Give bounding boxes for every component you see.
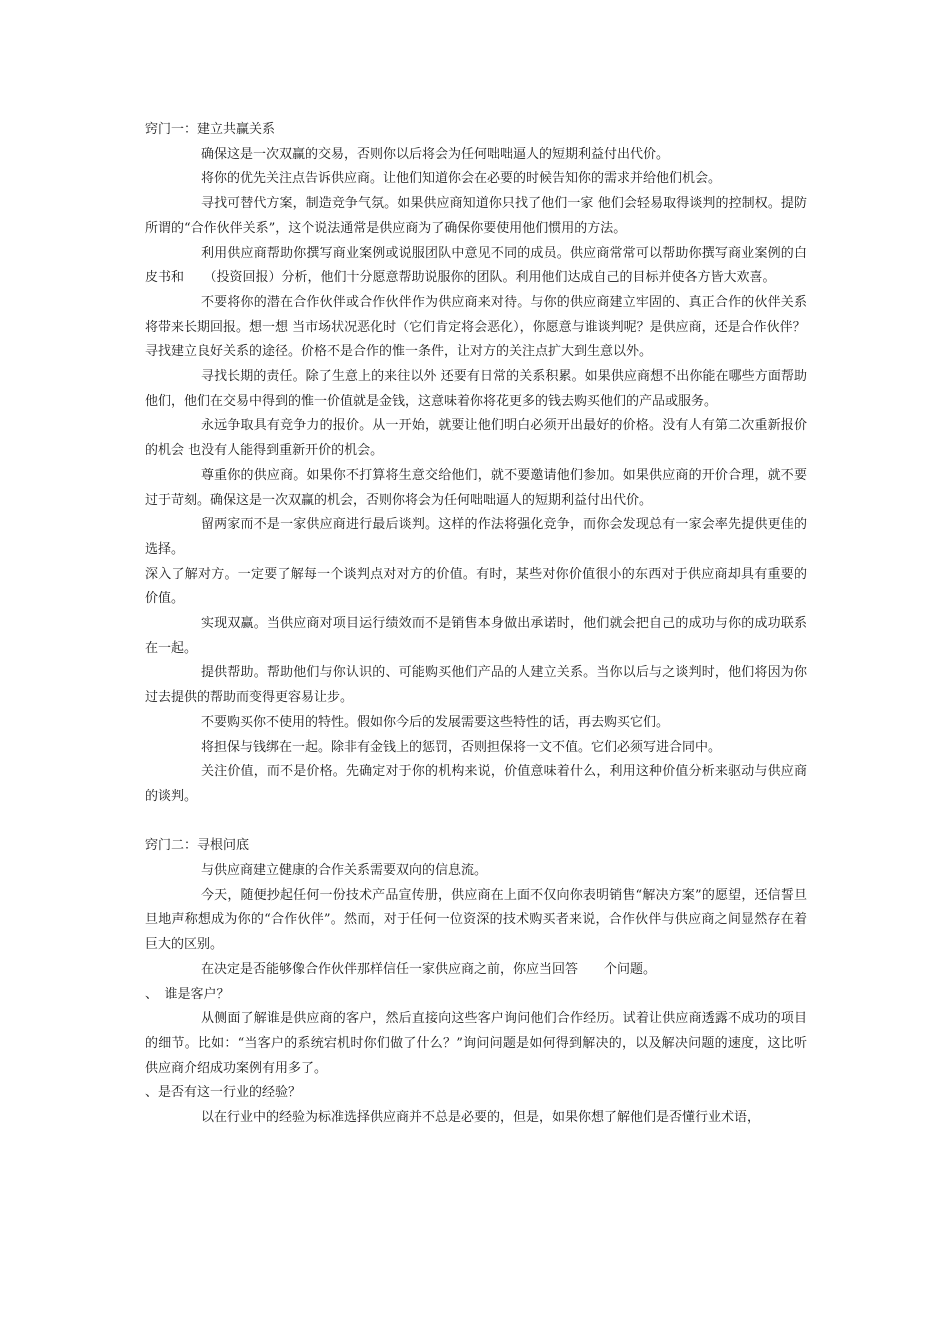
paragraph: 以在行业中的经验为标准选择供应商并不总是必要的，但是，如果你想了解他们是否懂行业术语， [201,1110,761,1126]
paragraph: 永远争取具有竞争力的报价。从一开始，就要让他们明白必须开出最好的价格。没有人有第二次重新报价的机会 也没有人能得到重新开价的机会。 [145,418,807,459]
paragraph: 提供帮助。帮助他们与你认识的、可能购买他们产品的人建立关系。当你以后与之谈判时，他们将因为你过去提供的帮助而变得更容易让步。 [145,665,807,706]
paragraph: 寻找建立良好关系的途径。价格不是合作的惟一条件，让对方的关注点扩大到生意以外。 [145,344,653,360]
paragraph: 确保这是一次双赢的交易，否则你以后将会为任何咄咄逼人的短期利益付出代价。 [201,146,670,162]
paragraph: 从侧面了解谁是供应商的客户，然后直接向这些客户询问他们合作经历。试着让供应商透露不成功的项目的细节。比如：“当客户的系统宕机时你们做了什么？”询问问题是如何得到解决的，以及解决问题的速度，这比听供应商介绍成功案例有用多了。 [145,1011,807,1076]
section2-heading: 窍门二：寻根问底 [145,838,250,854]
paragraph: 今天，随便抄起任何一份技术产品宣传册，供应商在上面不仅向你表明销售“解决方案”的愿望，还信誓旦旦地声称想成为你的“合作伙伴”。然而，对于任何一位资深的技术购买者来说，合作伙伴与供应商之间显然存在着巨大的区别。 [145,887,807,953]
question-item-2: 、是否有这一行业的经验？ [145,1085,302,1101]
question-item-1: 、 谁是客户？ [145,986,230,1002]
paragraph: 不要将你的潜在合作伙伴或合作伙伴作为供应商来对待。与你的供应商建立牢固的、真正合作的伙伴关系将带来长期回报。想一想 当市场状况恶化时（它们肯定将会恶化），你愿意与谁谈判呢？是供应商，还是合作伙伴？ [145,294,807,335]
paragraph: 寻找长期的责任。除了生意上的来往以外 还要有日常的关系积累。如果供应商想不出你能在哪些方面帮助他们，他们在交易中得到的惟一价值就是金钱，这意味着你将花更多的钱去购买他们的产品或服务。 [145,369,807,409]
paragraph: 利用供应商帮助你撰写商业案例或说服团队中意见不同的成员。供应商常常可以帮助你撰写商业案例的白皮书和 （投资回报）分析，他们十分愿意帮助说服你的团队。利用他们达成自己的目标并使各方皆大欢喜。 [145,245,807,286]
paragraph: 不要购买你不使用的特性。假如你今后的发展需要这些特性的话，再去购买它们。 [201,714,670,730]
paragraph: 将你的优先关注点告诉供应商。让他们知道你会在必要的时候告知你的需求并给他们机会。 [201,171,722,187]
paragraph: 寻找可替代方案，制造竞争气氛。如果供应商知道你只找了他们一家 他们会轻易取得谈判的控制权。提防所谓的“合作伙伴关系”，这个说法通常是供应商为了确保你要使用他们惯用的方法。 [145,196,807,236]
paragraph: 将担保与钱绑在一起。除非有金钱上的惩罚，否则担保将一文不值。它们必须写进合同中。 [201,739,722,755]
paragraph: 尊重你的供应商。如果你不打算将生意交给他们，就不要邀请他们参加。如果供应商的开价合理，就不要过于苛刻。确保这是一次双赢的机会，否则你将会为任何咄咄逼人的短期利益付出代价。 [145,467,807,508]
section1-heading: 窍门一：建立共赢关系 [145,122,276,137]
paragraph: 深入了解对方。一定要了解每一个谈判点对对方的价值。有时，某些对你价值很小的东西对于供应商却具有重要的价值。 [145,566,807,607]
paragraph: 实现双赢。当供应商对项目运行绩效而不是销售本身做出承诺时，他们就会把自己的成功与你的成功联系在一起。 [145,616,807,656]
document-page [145,118,807,1131]
paragraph: 与供应商建立健康的合作关系需要双向的信息流。 [201,863,488,879]
paragraph: 留两家而不是一家供应商进行最后谈判。这样的作法将强化竞争，而你会发现总有一家会率先提供更佳的选择。 [145,517,807,557]
paragraph: 关注价值，而不是价格。先确定对于你的机构来说，价值意味着什么，利用这种价值分析来驱动与供应商的谈判。 [145,764,807,804]
paragraph: 在决定是否能够像合作伙伴那样信任一家供应商之前，你应当回答 个问题。 [201,961,657,977]
section-spacer [145,810,807,835]
